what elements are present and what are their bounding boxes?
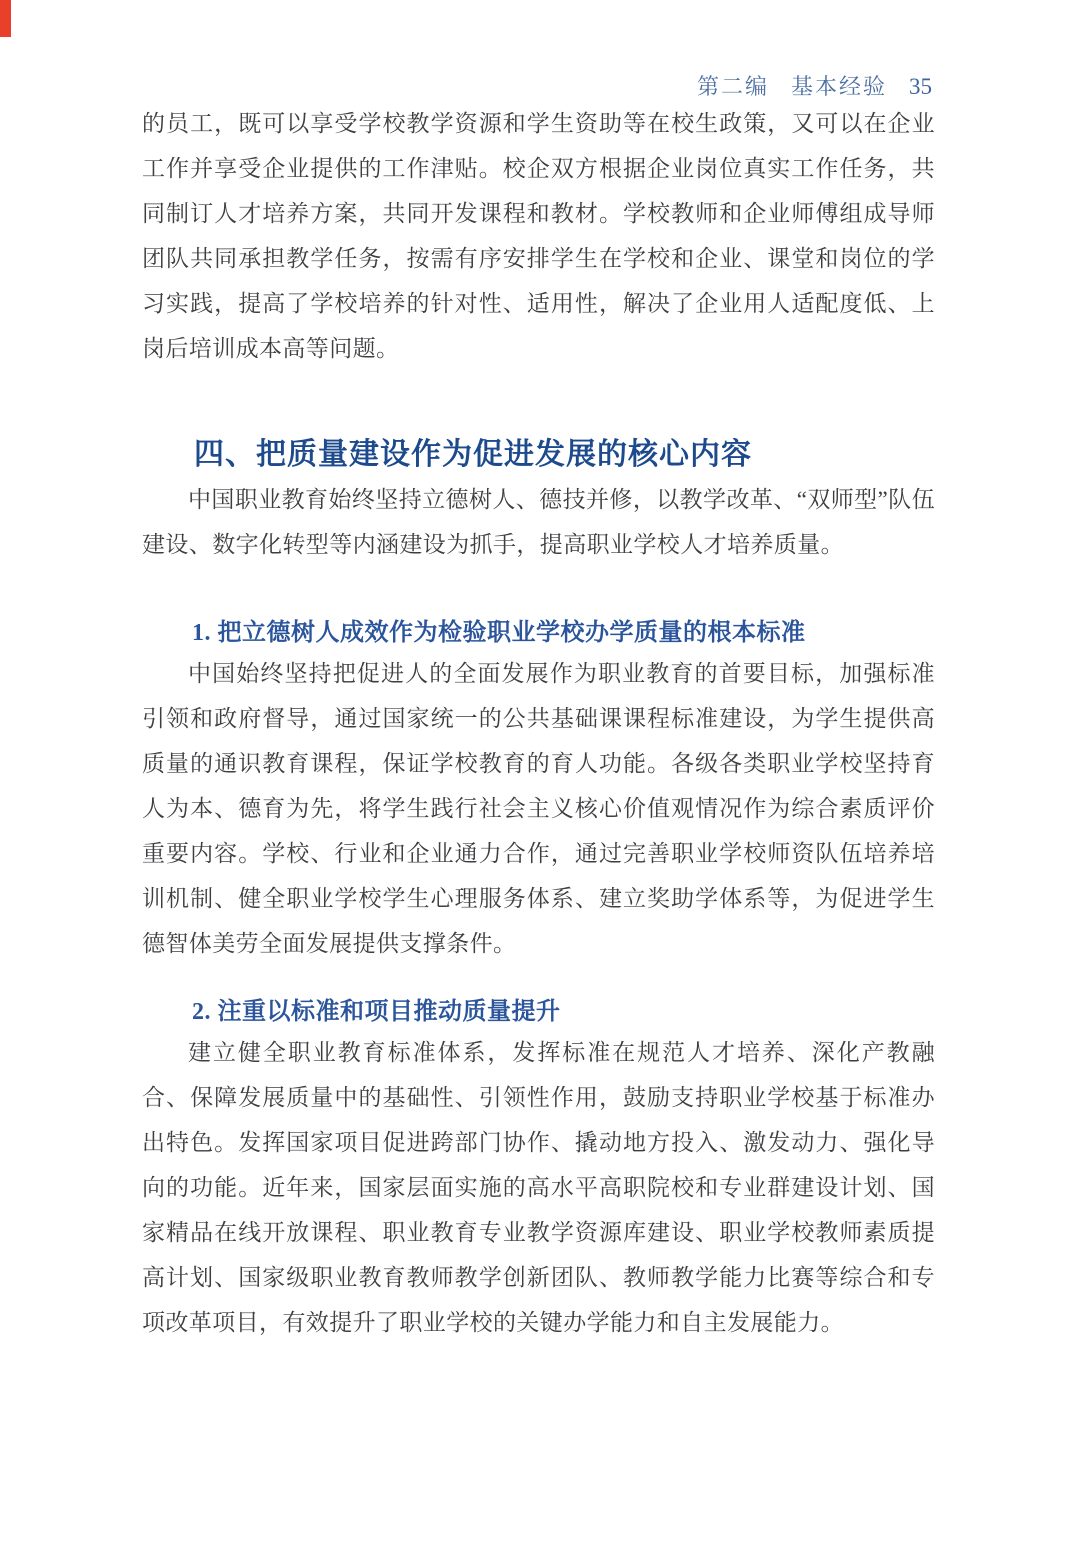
page-corner-mark xyxy=(0,0,11,37)
subsection-heading-2: 2. 注重以标准和项目推动质量提升 xyxy=(192,999,561,1025)
page-content xyxy=(142,101,935,1345)
header-edition: 第二编 xyxy=(696,74,769,99)
section-lead-paragraph: 中国职业教育始终坚持立德树人、德技并修，以教学改革、“双师型”队伍建设、数字化转型等内涵建设为抓手，提高职业学校人才培养质量。 xyxy=(142,487,935,557)
running-header xyxy=(0,0,932,101)
subsection-paragraph-1: 中国始终坚持把促进人的全面发展作为职业教育的首要目标，加强标准引领和政府督导，通过国家统一的公共基础课课程标准建设，为学生提供高质量的通识教育课程，保证学校教育的育人功能。各级各类职业学校坚持育人为本、德育为先，将学生践行社会主义核心价值观情况作为综合素质评价重要内容。学校、行业和企业通力合作，通过完善职业学校师资队伍培养培训机制、健全职业学校学生心理服务体系、建立奖助学体系等，为促进学生德智体美劳全面发展提供支撑条件。 xyxy=(142,661,935,956)
subsection-paragraph-2: 建立健全职业教育标准体系，发挥标准在规范人才培养、深化产教融合、保障发展质量中的基础性、引领性作用，鼓励支持职业学校基于标准办出特色。发挥国家项目促进跨部门协作、撬动地方投入、激发动力、强化导向的功能。近年来，国家层面实施的高水平高职院校和专业群建设计划、国家精品在线开放课程、职业教育专业教学资源库建设、职业学校教师素质提高计划、国家级职业教育教师教学创新团队、教师教学能力比赛等综合和专项改革项目，有效提升了职业学校的关键办学能力和自主发展能力。 xyxy=(142,1040,935,1335)
header-chapter: 基本经验 xyxy=(790,74,887,99)
subsection-heading-1: 1. 把立德树人成效作为检验职业学校办学质量的根本标准 xyxy=(192,620,806,646)
section-heading: 四、把质量建设作为促进发展的核心内容 xyxy=(194,438,752,471)
page-number: 35 xyxy=(909,74,932,99)
intro-paragraph: 的员工，既可以享受学校教学资源和学生资助等在校生政策，又可以在企业工作并享受企业提供的工作津贴。校企双方根据企业岗位真实工作任务，共同制订人才培养方案，共同开发课程和教材。学校教师和企业师傅组成导师团队共同承担教学任务，按需有序安排学生在学校和企业、课堂和岗位的学习实践，提高了学校培养的针对性、适用性，解决了企业用人适配度低、上岗后培训成本高等问题。 xyxy=(142,111,935,361)
